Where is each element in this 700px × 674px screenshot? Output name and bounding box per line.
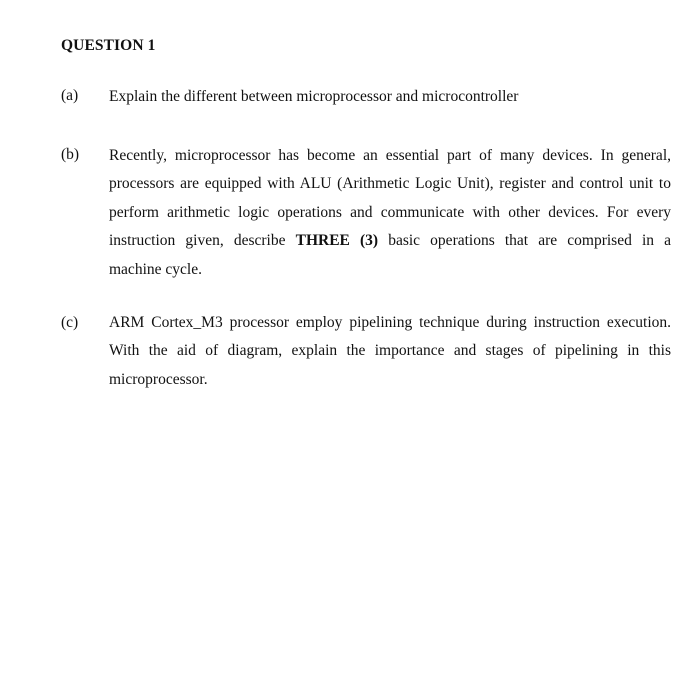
part-c-text (109, 309, 671, 394)
part-b-line-5: machine cycle. (109, 260, 202, 278)
part-b-emphasis: THREE (3) (295, 232, 379, 250)
part-a-text (109, 83, 671, 111)
part-b-line-4-end: basic operations that are comprised in a (388, 232, 672, 250)
part-a-line-1: Explain the different between microprocessor and microcontroller (109, 88, 519, 105)
part-b-line-3: perform arithmetic logic operations and communicate with other devices. For every (109, 203, 671, 221)
part-c-line-3: microprocessor. (109, 370, 208, 388)
part-a-label: (a) (61, 87, 79, 104)
part-c-line-2: With the aid of diagram, explain the importance and stages of pipelining in this (109, 342, 671, 360)
part-b-line-4 (109, 227, 671, 255)
part-b-line-2: processors are equipped with ALU (Arithmetic Logic Unit), register and control unit to (109, 175, 671, 193)
part-b-line-1: Recently, microprocessor has become an essential part of many devices. In general, (109, 147, 671, 164)
part-b-text (109, 142, 671, 284)
part-c-label: (c) (61, 314, 79, 331)
part-c-line-1: ARM Cortex_M3 processor employ pipelining technique during instruction execution. (109, 314, 671, 331)
question-title: QUESTION 1 (61, 37, 156, 54)
part-b-line-4-start: instruction given, describe (109, 232, 286, 250)
part-b-label: (b) (61, 146, 80, 163)
